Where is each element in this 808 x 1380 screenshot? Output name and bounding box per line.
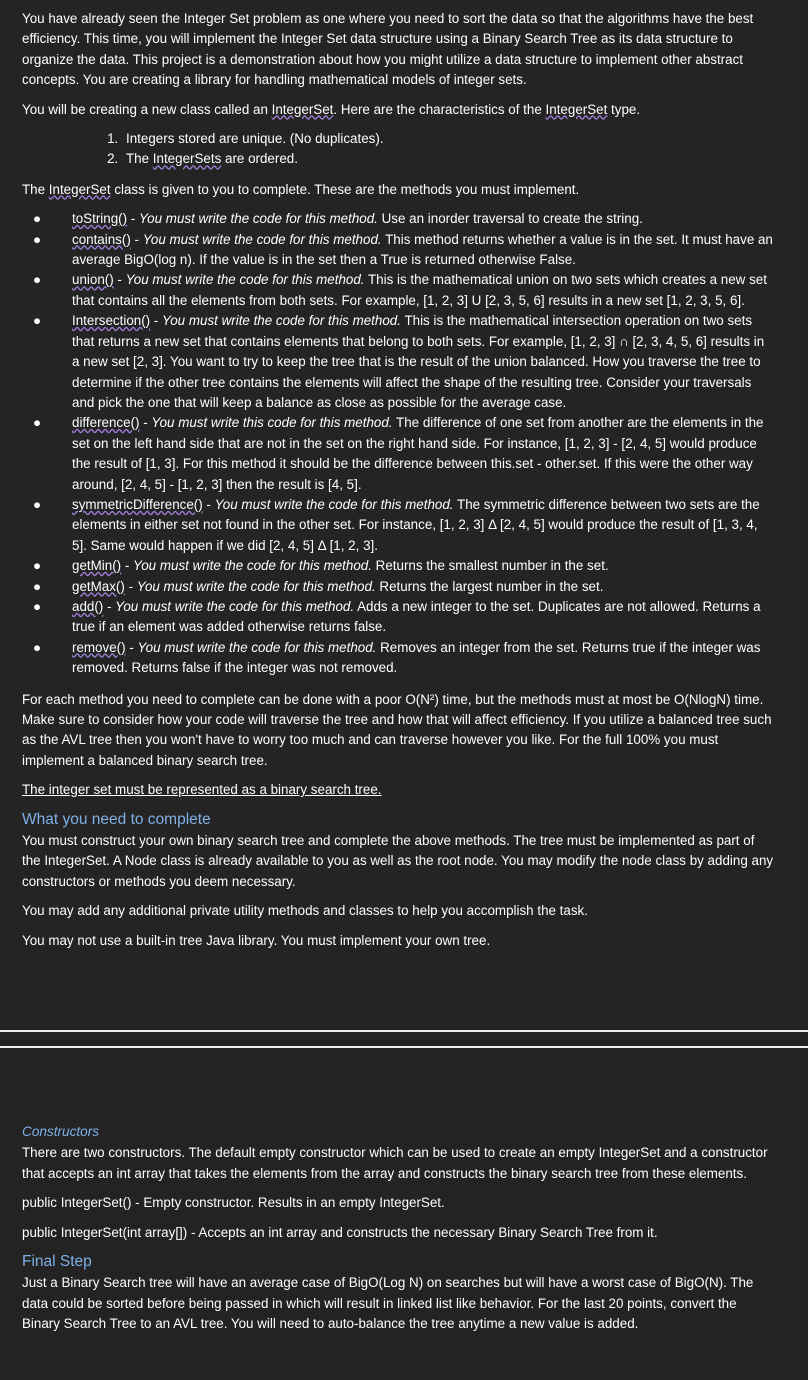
constructors-section: [22, 1122, 774, 1344]
method-item: ● contains() - You must write the code for this method. This method returns whether a value is in the set. It must have an average BigO(log n). If the value is in the set then a True is returned otherwise False.: [33, 231, 773, 268]
assignment-description: [22, 9, 774, 960]
method-item: ● symmetricDifference() - You must write the code for this method. The symmetric difference between two sets are the elements in either set not found in the other set. For instance, [1, 2, 3] Δ [2, 4, 5] would produce the result of [1, 3, 4, 5]. Same would happen if we did [2, 4, 5] Δ [1, 2, 3].: [33, 496, 760, 553]
bullet-icon: ●: [33, 313, 42, 329]
constructor-signature: public IntegerSet() - Empty constructor. Results in an empty IntegerSet.: [22, 1195, 445, 1211]
constructors-paragraph: There are two constructors. The default empty constructor which can be used to create an empty IntegerSet and a constructor that accepts an int array that takes the elements from the array and constructs the binary search tree from these elements.: [22, 1145, 768, 1181]
final-step-paragraph: Just a Binary Search tree will have an average case of BigO(Log N) on searches but will have a worst case of BigO(N). The data could be sorted before being passed in which will result in linked list like behavior. For the last 20 points, convert the Binary Search Tree to an AVL tree. You will need to auto-balance the tree anytime a new value is added.: [22, 1275, 754, 1332]
complete-paragraph: You may add any additional private utility methods and classes to help you accomplish the task.: [22, 903, 588, 919]
method-item: ● union() - You must write the code for this method. This is the mathematical union on two sets which creates a new set that contains all the elements from both sets. For example, [1, 2, 3] U [2, 3, 5, 6] results in a new set [1, 2, 3, 5, 6].: [33, 272, 767, 308]
method-item: ● Intersection() - You must write the code for this method. This is the mathematical intersection operation on two sets that returns a new set that contains elements that belong to both sets. For example, [1, 2, 3] ∩ [2, 3, 4, 5, 6] results in a new set [2, 3]. You want to try to keep the tree that is the result of the union balanced. How you traverse the tree to determine if the other tree contains the elements will affect the shape of the resulting tree. Consider your traversals and pick the one that will keep a balance as close as possible for the average case.: [33, 313, 765, 410]
method-item: ● difference() - You must write this code for this method. The difference of one set from another are the elements in the set on the left hand side that are not in the set on the right hand side. For instance, [1, 2, 3] - [2, 4, 5] would produce the result of [1, 3]. For this method it should be the difference between this.set - other.set. If this were the other way around, [2, 4, 5] - [1, 2, 3] then the result is [4, 5].: [33, 415, 764, 492]
bullet-icon: ●: [33, 639, 42, 655]
method-item: ● remove() - You must write the code for this method. Removes an integer from the set. Returns true if the integer was removed. Returns false if the integer was not removed.: [33, 639, 761, 676]
class-intro-paragraph: You will be creating a new class called an IntegerSet. Here are the characteristics of the IntegerSet type.: [22, 101, 641, 117]
complete-paragraph: You may not use a built-in tree Java library. You must implement your own tree.: [22, 932, 491, 948]
bullet-icon: ●: [33, 415, 42, 431]
method-item: ● add() - You must write the code for this method. Adds a new integer to the set. Duplicates are not allowed. Returns a true if an element was added otherwise returns false.: [33, 598, 761, 635]
constructors-heading: Constructors: [22, 1124, 100, 1139]
bullet-icon: ●: [33, 211, 42, 227]
bst-requirement: The integer set must be represented as a binary search tree.: [22, 782, 382, 798]
complete-heading: What you need to complete: [22, 810, 211, 828]
methods-list: [22, 209, 774, 678]
bullet-icon: ●: [33, 598, 42, 614]
methods-intro-paragraph: The IntegerSet class is given to you to complete. These are the methods you must implement.: [22, 181, 580, 197]
bullet-icon: ●: [33, 578, 42, 594]
characteristic-item: 2. The IntegerSets are ordered.: [122, 149, 774, 169]
bullet-icon: ●: [33, 558, 42, 574]
characteristics-list: [22, 129, 774, 170]
final-step-heading: Final Step: [22, 1253, 92, 1271]
complete-paragraph: You must construct your own binary search tree and complete the above methods. The tree must be implemented as part of the IntegerSet. A Node class is already available to you as well as the root node. You may modify the node class by adding any constructors or methods you deem necessary.: [22, 833, 774, 889]
bullet-icon: ●: [33, 231, 42, 247]
bullet-icon: ●: [33, 496, 42, 512]
method-item: ● toString() - You must write the code for this method. Use an inorder traversal to create the string.: [72, 209, 774, 229]
intro-paragraph: You have already seen the Integer Set problem as one where you need to sort the data so that the algorithms have the best efficiency. This time, you will implement the Integer Set data structure using a Binary Search Tree as its data structure to organize the data. This project is a demonstration about how you might utilize a data structure to implement other abstract concepts. You are creating a library for handling mathematical models of integer sets.: [22, 11, 754, 88]
divider: [0, 1030, 808, 1032]
method-item: ● getMax() - You must write the code for this method. Returns the largest number in the set.: [72, 577, 774, 597]
constructor-signature: public IntegerSet(int array[]) - Accepts an int array and constructs the necessary Binary Search Tree from it.: [22, 1224, 658, 1240]
divider: [0, 1046, 808, 1048]
method-item: ● getMin() - You must write the code for this method. Returns the smallest number in the set.: [72, 556, 774, 576]
characteristic-item: 1. Integers stored are unique. (No duplicates).: [122, 129, 774, 149]
bullet-icon: ●: [33, 272, 42, 288]
efficiency-paragraph: For each method you need to complete can be done with a poor O(N²) time, but the methods must at most be O(NlogN) time. Make sure to consider how your code will traverse the tree and how that will affect efficiency. If you utilize a balanced tree such as the AVL tree then you won't have to worry too much and can traverse however you like. For the full 100% you must implement a balanced binary search tree.: [22, 691, 772, 768]
